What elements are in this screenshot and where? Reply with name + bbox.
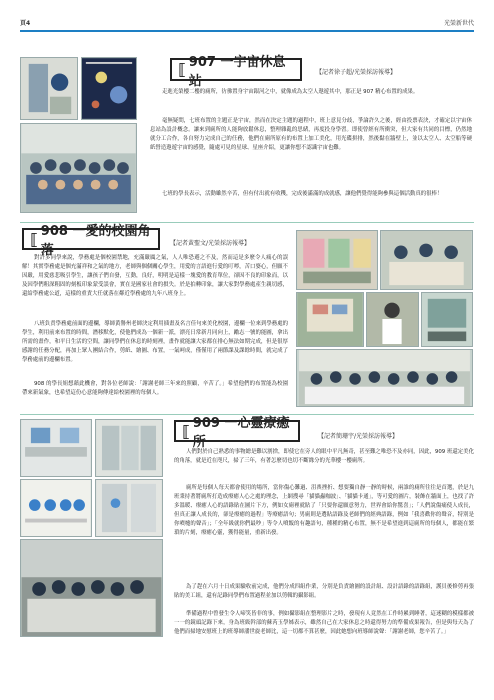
title-bracket-icon: ⟦ — [178, 60, 186, 79]
photo-restroom-sinks — [20, 419, 92, 477]
page-header — [20, 12, 474, 32]
photo-student-posing — [366, 292, 419, 347]
section-909-reporter: 【記者簡珊宇/光榮採訪報導】 — [318, 433, 399, 440]
section-909-para-1: 人們對於自己熟悉的事物總是難以割捨，即使它在旁人的眼中平凡無奇，甚至難之唯恐不及亦同，因此，909 班還定美化的角落，就是近在咫尺，掃了三年，有著怎麼切也切不斷緣分的光華樓一樓廁所。 — [174, 449, 474, 464]
photo-class-909-group — [20, 539, 163, 637]
section-907-para-1: 走進光榮樓二樓的廁所，彷彿置身宇宙銀河之中，就像成為太空人遨遊其中，那正是 907 精心布置的成果。 — [162, 89, 419, 95]
photo-stall-doors — [95, 479, 163, 537]
photo-hallway-display — [296, 292, 364, 347]
photo-space-wall — [81, 57, 137, 120]
section-907-title: ⟦ 907 一宇宙休息站 — [170, 58, 302, 81]
section-908-reporter: 【記者黃聖文/光榮採訪報導】 — [170, 240, 251, 247]
photo-character-wall — [20, 479, 92, 537]
publication-name: 光榮新世代 — [443, 19, 474, 27]
photo-students-drawing — [380, 230, 473, 290]
section-907-para-2: 毫無疑問，七班布置的主題正是宇宙，然而在決定主題的過程中，班上意見分歧，爭論許久之後，經由投票表決，才確定以宇宙休息站為設計概念。讓來到廁所的人能夠放鬆休息，整理雜亂的思緒，再度投身學習。即使曾經有所衝突，但大家有共同的目標，仍然地就分工合作，各自努力完成自己的任務，他們在廁所原有的布置上加工美化，用光碟拼排，然後黏在牆壁上，並以太空人、太空船等硬紙營造遨遊宇宙的感覺，隨處可見的星球、星座介紹，更讓你想不認識宇宙也難。 — [150, 118, 472, 151]
section-909-title: ⟦ 909 一心靈療癒所 — [174, 420, 300, 442]
title-bracket-icon: ⟦ — [182, 421, 190, 441]
section-908-para-1: 對許多同學來說，學務處是個校園禁地，充滿嚴厲之氣，人人唯恐避之不及，然而這是多麼令人痛心的誤解！其實學務處是個充滿祥和之氣的地方，老師與個個關心學生，用愛的言語進行愛的叮嚀，苦口婆心，但願不因嚴，用愛慈悲吸引學生，讓孩子們自發，互動，良好，明明是這樣一塊愛的教育單位，卻因不良的印象而，以及因學們粗深粗固的刻板印象蒙受誤會，實在是國家社會的損失。於是拍轉印象，讓大家對學務處產生親切感，還給學務處公道，這樣的重責大任就落在鄰近學務處的九年八班身上。 — [22, 255, 288, 297]
section-908-title: ⟦ 908 一愛的校園角落 — [22, 228, 160, 250]
section-909-para-3: 為了趕在六月十日成果驗收前完成，他們分成四組作業，分別是負責繪圖的設計組、設計語錄的語錄組，護貝後修剪再張貼的美工組，還有記錄同學們布置過程並加以剪輯的攝影組。 — [174, 584, 474, 599]
section-907-reporter: 【記者徐子超/光榮採訪報導】 — [316, 69, 397, 76]
photo-office-window — [421, 292, 473, 347]
section-909-para-2: 廁所是每個人每天都會使用的場所，當你傷心難過、沮喪挫折、想要獨自靜一靜的時候，兩誰的廁所往往是首選，於是九班秉持著將廁所打造成療癒人心之處的理念，上網搜尋「貓貓蟲咖波」、「貓貓卡通」，等可愛的圖片，裝飾在牆面上，也找了許多溫暖、療癒人心的語錄貼在圖片下方，例如女廁裡就貼了「只要你還願意努力，世界會給你驚喜」；「人們說傷痛使人成長，但真正讓人成長的，卻是療癒的過程」等療癒語句；男廁則是選貼語錄及老師們的經典語錄，例如「我喜歡你的聲音，特別是你噴嚏的聲音」；「全年級就你們最吵」等令人噴飯的有趣語句，種種的精心布置，無不是希望進到這廁所的每個人，都能在繁瑣的片刻，療癒心靈，獲得能量，重新出發。 — [174, 485, 474, 536]
section-908-para-2: 八班負責學務處前面的邊欄，導師黃譽州老師決定利用插畫及名言佳句來美化校園，邊欄一位來到學務處的學生，利用前來布置的時間，潛移默化，使他們成為一個新一派，漂亮日常新月同向上，勵志一號的能圖，拿出所需的畫作，和平日生活的空間，讓同學們在休息的時刻裡，畫作就能讓大家都在排心無法如期完成，但是很厚感謝的任務分配，再加上眾人團結合作，剪紙、繪圖、布置，一氣呵成，僅僅用了兩節課及課餘時間，就完成了學務處前的邊欄布置。 — [22, 321, 288, 363]
section-909-para-4: 準備過程中曾發生令人啼笑皆非的事，例如攝影組在整理影片之時，發現有人竟然在工作時累到睡著，這迷糊的模樣都被一一的鏡頭記錄下來，身為班級幹部的蘇芮玉學姊表示，雖然自己在大家休息之時還得努力的準備成果報告，但是與每天為了他們而掃地安慰班上的班導師潘世旋老師比，這一切都不算甚麼，因此她想向班導師說聲：「謝謝老師，您辛苦了。」 — [174, 611, 474, 635]
photo-restroom-stalls — [95, 419, 163, 477]
photo-class-907-group — [20, 123, 137, 213]
section-907-para-3: 七班的學長表示，活動雖然辛苦，但有付出就有收穫，完成後滿滿的成就感，讓他們覺得能夠參與這個活動真的很棒！ — [162, 191, 443, 197]
section-908-para-3: 908 的學長姐想藉此機會，對各位老師說：「謝謝老師三年來的照顧，辛苦了。」希望他們的布置能為校園帶來新氣象，也希望這份心意能夠傳達給校園裡的每個人。 — [22, 381, 288, 396]
photo-restroom-entrance — [20, 57, 78, 120]
photo-class-908-group — [296, 349, 473, 407]
title-bracket-icon: ⟦ — [30, 229, 38, 249]
header-rule — [20, 30, 474, 32]
photo-bulletin-board — [296, 230, 378, 290]
page-number: 頁4 — [20, 19, 31, 27]
